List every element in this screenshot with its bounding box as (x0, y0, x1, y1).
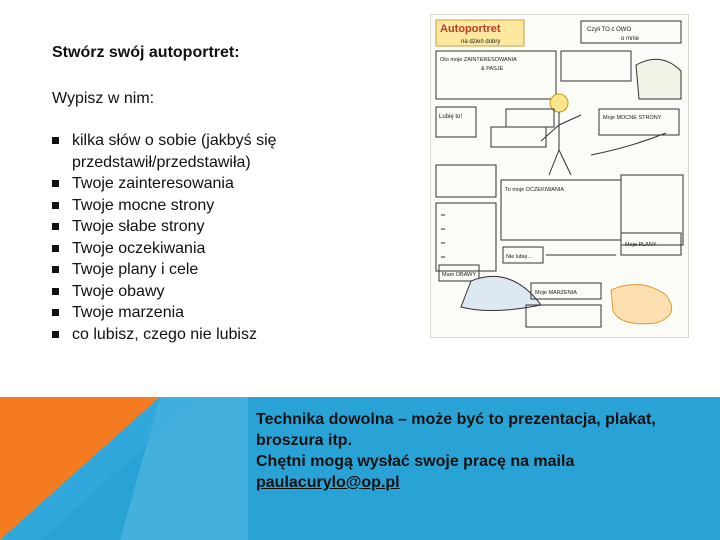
bullet-icon (52, 245, 59, 252)
worksheet-strengths: Moje MOCNE STRONY (603, 115, 662, 121)
worksheet-dislikes: Nie lubię... (506, 254, 532, 260)
note-text (256, 409, 716, 493)
worksheet-title: Autoportret (440, 23, 501, 35)
worksheet-expectations: To moje OCZEKIWANIA (505, 187, 565, 193)
bullet-icon (52, 331, 59, 338)
worksheet-plans: Moje PLANY (625, 242, 657, 248)
task-text: Twoje obawy (72, 282, 165, 300)
slide-heading: Stwórz swój autoportret: (52, 44, 240, 61)
bullet-icon (52, 223, 59, 230)
task-text: Twoje zainteresowania (72, 175, 234, 192)
task-item (52, 195, 342, 217)
task-text: Twoje oczekiwania (72, 239, 206, 257)
worksheet-czyli: Czyli TO ć OWO (587, 27, 632, 33)
worksheet-drawing (431, 15, 688, 337)
worksheet-lubie: Lubię to! (439, 114, 463, 120)
worksheet-image (430, 14, 689, 338)
note-line-mail: Chętni mogą wysłać swoje pracę na maila (256, 453, 575, 470)
note-line-technique: Technika dowolna – może być to prezentacja, plakat, broszura itp. (256, 411, 656, 449)
task-item (52, 216, 342, 238)
task-item (52, 259, 342, 281)
task-list (52, 130, 342, 345)
task-item (52, 281, 342, 303)
worksheet-interests: Oto moje ZAINTERESOWANIA (440, 57, 517, 63)
worksheet-subtitle: na dzień dobry (461, 39, 501, 45)
task-text: Twoje plany i cele (72, 261, 199, 278)
worksheet-dreams: Moje MARZENIA (535, 290, 577, 296)
task-item (52, 173, 342, 195)
task-text: kilka słów o sobie (jakbyś się przedstawił/przedstawiła) (72, 132, 277, 171)
email-link[interactable]: paulacurylo@op.pl (256, 474, 400, 491)
bullet-icon (52, 288, 59, 295)
task-text: Twoje marzenia (72, 304, 185, 321)
bullet-icon (52, 309, 59, 316)
worksheet-o-mnie: o mnie (621, 36, 640, 42)
task-text: co lubisz, czego nie lubisz (72, 325, 257, 343)
task-text: Twoje słabe strony (72, 218, 205, 235)
worksheet-fears: Mam OBAWY (442, 272, 477, 278)
bullet-icon (52, 202, 59, 209)
worksheet-pasje: & PASJE (481, 66, 504, 72)
intro-text: Wypisz w nim: (52, 90, 155, 107)
task-item (52, 324, 342, 346)
task-item (52, 302, 342, 324)
task-item (52, 238, 342, 260)
task-text: Twoje mocne strony (72, 196, 215, 214)
task-item (52, 130, 342, 173)
bullet-icon (52, 266, 59, 273)
bullet-icon (52, 137, 59, 144)
bullet-icon (52, 180, 59, 187)
